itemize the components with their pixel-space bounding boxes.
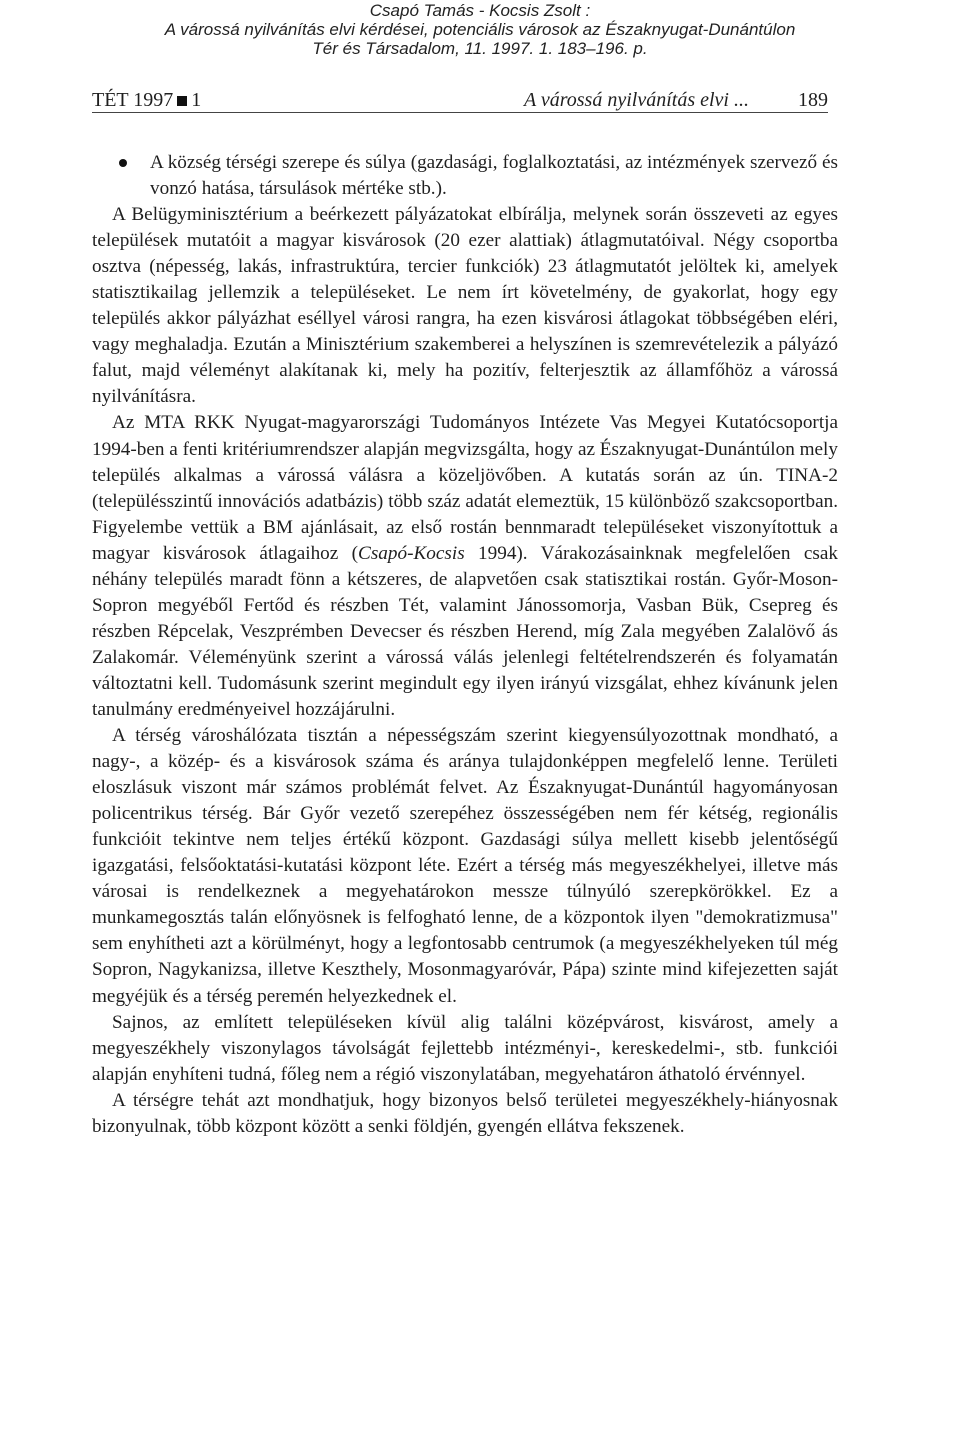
- running-head-title: A várossá nyilvánítás elvi ...: [524, 89, 749, 111]
- bullet-text: A község térségi szerepe és súlya (gazdasági, foglalkoztatási, az intézmények szervező és vonzó hatása, társulások mértéke stb.).: [150, 152, 838, 200]
- citation-header: [0, 0, 960, 58]
- square-bullet-icon: [177, 96, 187, 106]
- paragraph-conclusion: A térségre tehát azt mondhatjuk, hogy bizonyos belső területei megyeszékhely-hiányosnak bizonyulnak, több központ között a senki földjén, gyengén ellátva fekszenek.: [92, 1089, 838, 1137]
- citation-reference: Csapó-Kocsis: [358, 542, 465, 564]
- citation-title: A várossá nyilvánítás elvi kérdései, potenciális városok az Északnyugat-Dunántúlon: [164, 20, 796, 39]
- bullet-item: [92, 150, 838, 202]
- paragraph-research: Az MTA RKK Nyugat-magyarországi Tudományos Intézete Vas Megyei Kutatócsoportja 1994-ben a fenti kritériumrendszer alapján megvizsgálta, hogy az Északnyugat-Dunántúlon mely település alkalmas a várossá válásra a közeljövőben. A kutatás során az ún. TINA-2 (településszintű innovációs adatbázis) több száz adatát elemeztük, 15 különböző szakcsoportban. Figyelembe vettük a BM ajánlásait, az első rostán bennmaradt településeket viszonyítottuk a magyar kisvárosok átlagaihoz (Csapó-Kocsis 1994). Várakozásainknak megfelelően csak néhány település maradt fönn a kétszeres, de alapvetően csak statisztikai rostán. Győr-Moson-Sopron megyéből Fertőd és részben Tét, valamint Jánossomorja, Vasban Bük, Csepreg és részben Répcelak, Veszprémben Devecser és részben Herend, míg Zala megyében Zalalövő ás Zalakomár. Véleményünk szerint a várossá válás jelenlegi feltételrendszerén és folyamatán változtatni kell. Tudomásunk szerint megindult egy ilyen irányú vizsgálat, ehhez kívánunk jelen tanulmány eredményeivel hozzájárulni.: [92, 412, 839, 720]
- running-head-journal: TÉT 1997 1: [92, 89, 202, 111]
- page-number: 189: [798, 89, 828, 111]
- citation-source: Tér és Társadalom, 11. 1997. 1. 183–196. p.: [312, 39, 648, 58]
- article-body: [92, 150, 838, 1140]
- paragraph-distance: Sajnos, az említett településeken kívül alig találni középvárost, kisvárost, amely a megyeszékhely viszonylagos távolságát fejlettebb intézményi-, kereskedelmi-, stb. funkciói alapján enyhíteni tudná, főleg nem a régió viszonylatában, megyehatáron áthatoló érvénnyel.: [92, 1011, 838, 1085]
- bullet-dot-icon: [119, 159, 127, 167]
- running-head: [92, 88, 828, 113]
- paragraph-network: A térség városhálózata tisztán a népességszám szerint kiegyensúlyozottnak mondható, a nagy-, a közép- és a kisvárosok száma és aránya tulajdonképpen megfelelő lenne. Területi eloszlásuk viszont már számos problémát felvet. Az Északnyugat-Dunántúl hagyományosan policentrikus térség. Bár Győr vezető szerepéhez összességében nem fér kétség, regionális funkcióit tekintve nem teljes értékű központ. Gazdasági súlya mellett kisebb jelentőségű igazgatási, felsőoktatási-kutatási központ léte. Ezért a térség más megyeszékhelyei, illetve más városai is rendelkeznek a megyehatárokon messze túlnyúló szerepkörökkel. Ez a munkamegosztás talán előnyösnek is felfogható lenne, de a központok ilyen "demokratizmusa" sem enyhítheti azt a körülményt, hogy a legfontosabb centrumok (a megyeszékhelyeken túl még Sopron, Nagykanizsa, illetve Keszthely, Mosonmagyaróvár, Pápa) szinte mind kifejezetten saját megyéjük és a térség peremén helyezkednek el.: [92, 725, 838, 1007]
- citation-authors: Csapó Tamás - Kocsis Zsolt :: [369, 1, 591, 20]
- paragraph-evaluation: A Belügyminisztérium a beérkezett pályázatokat elbírálja, melynek során összeveti az egyes települések mutatóit a magyar kisvárosok (20 ezer alattiak) átlagmutatóival. Négy csoportba osztva (népesség, lakás, infrastruktúra, tercier funkciók) 23 átlagmutatót jelöltek ki, amelyek statisztikailag jellemzik a településeket. Le nem írt követelmény, de gyakorlat, hogy egy település akkor pályázhat eséllyel városi rangra, ha ezen kisvárosi átlagokat többségében eléri, vagy meghaladja. Ezután a Minisztérium szakemberei a helyszínen is szemrevételezik a pályázó falut, majd véleményt alakítanak ki, mely ha pozitív, felterjesztik az államfőhöz a várossá nyilvánításra.: [92, 204, 838, 408]
